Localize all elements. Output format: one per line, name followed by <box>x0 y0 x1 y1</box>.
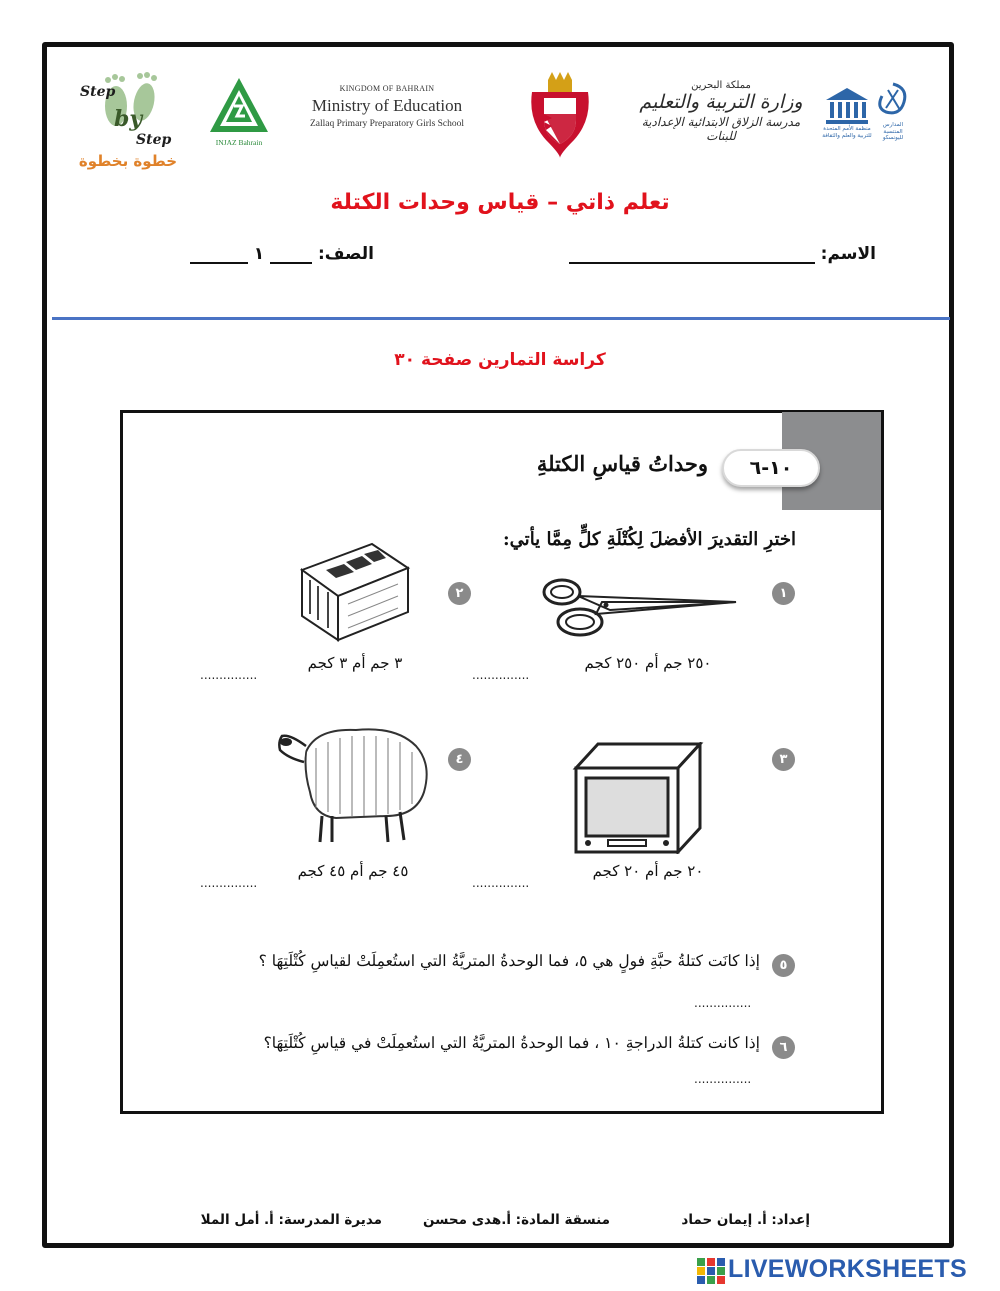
step-logo-arabic: خطوة بخطوة <box>78 152 178 170</box>
step-word-2: Step <box>136 132 172 148</box>
answer-blank-2[interactable]: ............... <box>200 668 258 682</box>
school-principal: مديرة المدرسة: أ. أمل الملا <box>200 1212 382 1228</box>
liveworksheets-watermark: LIVEWORKSHEETS <box>728 1255 967 1283</box>
grade-value: ١ <box>253 244 265 264</box>
question-6-text: إذا كانت كتلةُ الدراجةِ ١٠ ، فما الوحدةُ المتريَّةُ التي استُعمِلَتْ في قياسِ كُتْلَتِهَا؟ <box>263 1034 760 1052</box>
question-number-6: ٦ <box>772 1036 795 1059</box>
question-5-text: إذا كانَت كتلةُ حبَّةِ فولٍ هي ٥، فما الوحدةُ المتريَّةُ التي استُعمِلَتْ لقياسِ كُتْلَتِهَا ؟ <box>258 952 760 970</box>
emblem-icon <box>526 70 594 160</box>
aspnet-caption: المدارس المنتسبة لليونسكو <box>882 122 904 142</box>
page-title: تعلم ذاتي – قياس وحدات الكتلة <box>330 190 670 215</box>
workbook-box <box>120 410 884 1114</box>
injaz-caption: INJAZ Bahrain <box>215 138 263 147</box>
ministry-text: Ministry of Education <box>311 96 463 115</box>
lesson-number: ١٠-٦ <box>722 449 820 487</box>
liveworksheets-icon <box>697 1258 725 1284</box>
grade-blank-2[interactable] <box>190 246 248 264</box>
header-divider <box>52 317 950 320</box>
unesco-caption: منظمة الأمم المتحدة للتربية والعلم والثقافة <box>822 126 872 139</box>
item-choice-3[interactable]: ٢٠ جم أم ٢٠ كجم <box>592 862 704 880</box>
ministry-logo-english <box>292 84 482 129</box>
sheep-icon <box>276 712 432 846</box>
prepared-by: إعداد: أ. إيمان حماد <box>681 1212 810 1228</box>
step-word-1: Step <box>80 84 116 100</box>
grade-blank-1[interactable] <box>270 246 312 264</box>
injaz-logo <box>206 76 272 152</box>
aspnet-logo-icon <box>874 80 912 120</box>
bahrain-emblem <box>526 70 594 160</box>
name-label: الاسم: <box>820 244 876 264</box>
kingdom-text: KINGDOM OF BAHRAIN <box>339 84 435 93</box>
grade-label: الصف: <box>317 244 374 264</box>
microwave-icon <box>572 742 704 854</box>
item-number-2: ٢ <box>448 582 471 605</box>
kingdom-arabic: مملكة البحرين <box>691 80 751 91</box>
unesco-logo <box>822 80 912 156</box>
lesson-title: وحداتُ قياسِ الكتلةِ <box>536 451 708 476</box>
item-choice-4[interactable]: ٤٥ جم أم ٤٥ كجم <box>297 862 409 880</box>
name-field[interactable] <box>560 244 876 264</box>
answer-blank-3[interactable]: ............... <box>472 876 530 890</box>
name-blank[interactable] <box>569 246 815 264</box>
item-number-4: ٤ <box>448 748 471 771</box>
grade-field[interactable] <box>160 244 374 264</box>
item-choice-1[interactable]: ٢٥٠ جم أم ٢٥٠ كجم <box>584 654 712 672</box>
item-number-3: ٣ <box>772 748 795 771</box>
answer-blank-6[interactable]: ............... <box>694 1072 752 1086</box>
item-number-1: ١ <box>772 582 795 605</box>
subject-coordinator: منسقة المادة: أ.هدى محسن <box>423 1212 610 1228</box>
scissors-icon <box>540 572 740 640</box>
step-by-step-logo <box>78 66 178 178</box>
question-number-5: ٥ <box>772 954 795 977</box>
answer-blank-5[interactable]: ............... <box>694 996 752 1010</box>
answer-blank-4[interactable]: ............... <box>200 876 258 890</box>
school-text: Zallaq Primary Preparatory Girls School <box>309 119 465 129</box>
injaz-triangle-icon <box>208 76 270 136</box>
workbook-reference: كراسة التمارين صفحة ٣٠ <box>394 350 606 370</box>
by-word: by <box>114 106 143 132</box>
instruction-text: اخترِ التقديرَ الأفضلَ لِكُتْلَةِ كلٍّ مِمَّا يأتي: <box>503 529 796 550</box>
item-choice-2[interactable]: ٣ جم أم ٣ كجم <box>307 654 403 672</box>
unesco-temple-icon <box>822 84 872 128</box>
cinder-block-icon <box>298 540 412 644</box>
school-arabic: مدرسة الزلاق الابتدائية الإعدادية للبنات <box>641 115 801 143</box>
answer-blank-1[interactable]: ............... <box>472 668 530 682</box>
ministry-arabic: وزارة التربية والتعليم <box>639 91 803 113</box>
ministry-logo-arabic <box>636 80 806 143</box>
